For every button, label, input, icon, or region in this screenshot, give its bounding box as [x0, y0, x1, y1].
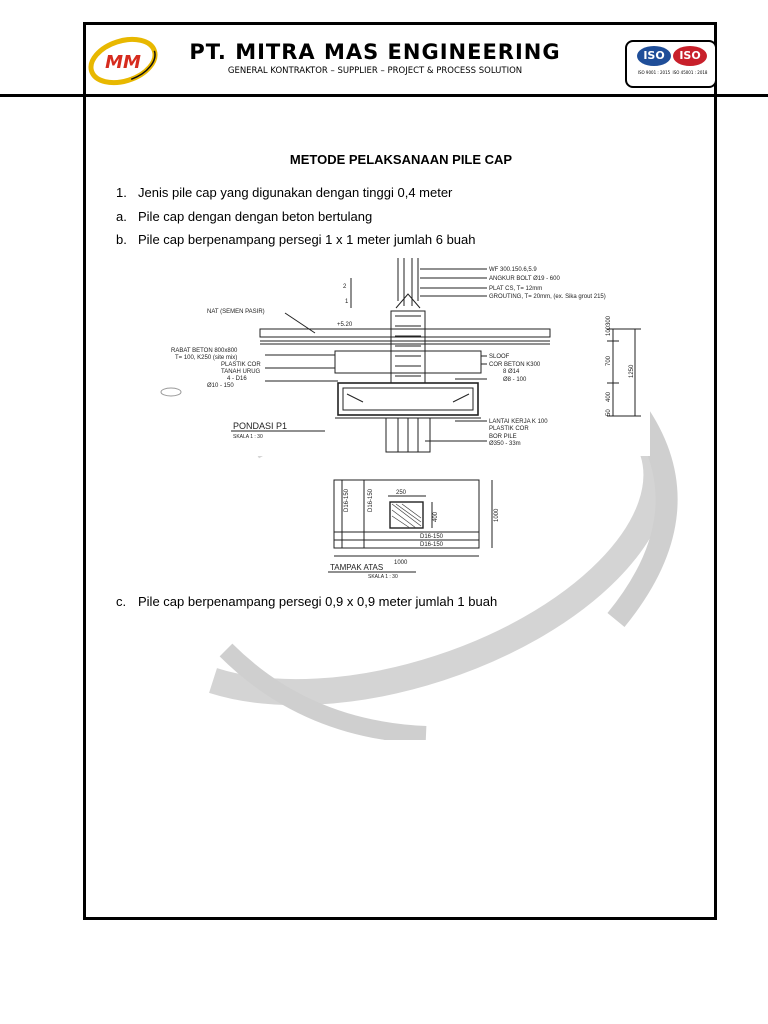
rebar-label-2: D16-150 [420, 542, 444, 548]
label-rabat-spec: T= 100, K250 (site mix) [175, 355, 238, 361]
label-angkur: ANGKUR BOLT Ø19 - 600 [489, 276, 560, 282]
label-lantai-kerja: LANTAI KERJA K 100 [489, 419, 548, 425]
iso-badge-45001: ISO [673, 46, 707, 66]
label-grouting: GROUTING, T= 20mm, (ex. Sika grout 215) [489, 294, 606, 300]
dim-700: 700 [606, 355, 612, 366]
label-plastik-cor-right: PLASTIK COR [489, 426, 529, 432]
small-dim-top: 2 [343, 284, 347, 290]
label-plastik-cor-left: PLASTIK COR [221, 362, 261, 368]
list-marker: 1. [116, 185, 127, 200]
dim-50: 50 [606, 409, 612, 416]
dim-1000-horizontal: 1000 [394, 560, 408, 566]
label-plat: PLAT CS, T= 12mm [489, 286, 543, 292]
label-rebar-spacing: Ø10 - 150 [207, 383, 234, 389]
rebar-label-3: D16-150 [344, 488, 350, 512]
dim-100: 100 [606, 325, 612, 336]
dim-1250: 1250 [629, 364, 635, 378]
list-marker: c. [116, 594, 127, 609]
company-name: PT. MITRA MAS ENGINEERING [189, 40, 561, 64]
list-item [116, 232, 476, 247]
list-item [116, 594, 497, 609]
label-stirrup: Ø8 - 100 [503, 377, 527, 383]
list-text: Pile cap berpenampang persegi 0,9 x 0,9 meter jumlah 1 buah [138, 594, 498, 609]
list-marker: a. [116, 209, 127, 224]
list-marker: b. [116, 232, 127, 247]
label-sloof: SLOOF [489, 354, 510, 360]
list-text: Pile cap berpenampang persegi 1 x 1 meter jumlah 6 buah [138, 232, 476, 247]
rebar-label-1: D16-150 [420, 534, 444, 540]
label-tanah-urug: TANAH URUG [221, 369, 261, 375]
iso-caption-45001: ISO 45001 : 2018 [672, 70, 708, 75]
label-nat: NAT (SEMEN PASIR) [207, 309, 265, 315]
level-mark: +5.20 [337, 322, 353, 328]
rebar-label-4: D16-150 [368, 488, 374, 512]
company-tagline: GENERAL KONTRAKTOR – SUPPLIER – PROJECT & PROCESS SOLUTION [227, 66, 523, 76]
iso-certification-badges [625, 40, 717, 88]
label-rebar: 8 Ø14 [503, 369, 520, 375]
drawing-scale: SKALA 1 : 30 [233, 434, 263, 440]
drawing-title: PONDASI P1 [233, 421, 288, 431]
document-title: METODE PELAKSANAAN PILE CAP [289, 152, 513, 167]
plan-title: TAMPAK ATAS [330, 563, 384, 572]
dim-400: 400 [606, 391, 612, 402]
header-divider [0, 94, 768, 97]
label-rebar-main: 4 - D16 [227, 376, 247, 382]
label-bor-pile-size: Ø350 - 33m [489, 441, 521, 447]
pile-cap-plan-drawing [316, 470, 526, 586]
label-rabat: RABAT BETON 800x800 [171, 348, 238, 354]
iso-caption-9001: ISO 9001 : 2015 [637, 70, 671, 75]
list-item [116, 185, 452, 200]
logo-text: MM [105, 52, 141, 73]
plan-scale: SKALA 1 : 30 [368, 574, 398, 580]
list-text: Jenis pile cap yang digunakan dengan tinggi 0,4 meter [138, 185, 453, 200]
small-dim-bottom: 1 [345, 299, 349, 305]
dim-300: 300 [606, 315, 612, 326]
iso-badge-9001: ISO [637, 46, 671, 66]
label-cor-beton: COR BETON K300 [489, 362, 541, 368]
dim-400: 400 [433, 511, 439, 522]
company-logo [87, 36, 159, 86]
dim-250: 250 [396, 490, 407, 496]
label-bor-pile: BOR PILE [489, 434, 517, 440]
dim-1000-vertical: 1000 [494, 508, 500, 522]
list-text: Pile cap dengan dengan beton bertulang [138, 209, 373, 224]
pile-cap-section-drawing [155, 256, 650, 456]
label-wf: WF 300.150.6,5.9 [489, 267, 537, 273]
list-item [116, 209, 372, 224]
